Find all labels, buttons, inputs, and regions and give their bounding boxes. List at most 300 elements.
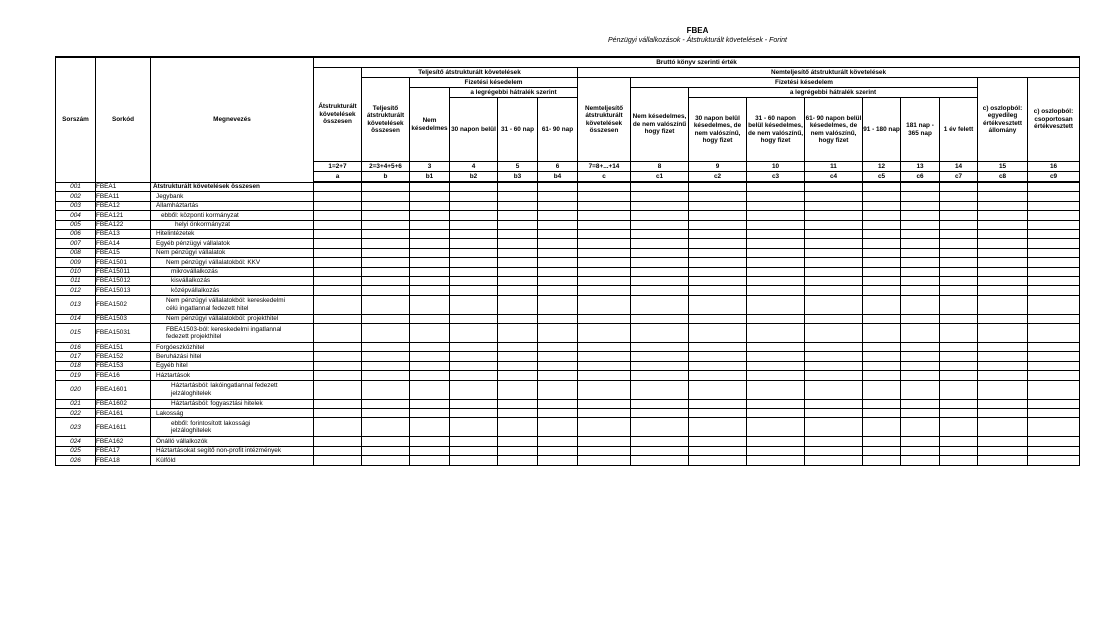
value-cell xyxy=(314,201,362,210)
value-cell xyxy=(978,437,1028,446)
row-name-line: FBEA1503-ból: kereskedelmi ingatlannal xyxy=(166,325,282,333)
row-name xyxy=(151,248,314,257)
row-name xyxy=(151,192,314,201)
value-cell xyxy=(538,258,578,267)
row-name-line: Nem pénzügyi vállalatokból: KKV xyxy=(166,258,261,266)
value-cell xyxy=(863,286,901,295)
value-cell xyxy=(901,418,940,437)
value-cell xyxy=(747,286,805,295)
value-cell xyxy=(901,192,940,201)
value-cell xyxy=(578,371,631,380)
value-cell xyxy=(901,276,940,285)
value-cell xyxy=(538,248,578,257)
restructured-claims-table xyxy=(55,56,1080,466)
value-cell xyxy=(410,201,450,210)
value-cell xyxy=(1028,352,1080,361)
value-cell xyxy=(314,418,362,437)
header-col-5: 31 - 60 nap xyxy=(498,98,538,162)
value-cell xyxy=(1028,380,1080,399)
row-number: 003 xyxy=(56,201,96,210)
column-code: b4 xyxy=(538,172,578,183)
column-formula: 7=8+...+14 xyxy=(578,162,631,172)
row-code: FBEA161 xyxy=(96,409,151,418)
value-cell xyxy=(538,229,578,238)
value-cell xyxy=(498,409,538,418)
value-cell xyxy=(940,409,978,418)
value-cell xyxy=(631,343,689,352)
value-cell xyxy=(978,371,1028,380)
value-cell xyxy=(631,418,689,437)
value-cell xyxy=(1028,220,1080,229)
row-name-line: helyi önkormányzat xyxy=(175,221,231,229)
value-cell xyxy=(901,220,940,229)
value-cell xyxy=(631,220,689,229)
header-col-9: 30 napon belül késedelmes, de nem valószínű, hogy fizet xyxy=(689,98,747,162)
table-row xyxy=(56,286,1080,295)
value-cell xyxy=(940,258,978,267)
value-cell xyxy=(362,286,410,295)
value-cell xyxy=(538,267,578,276)
value-cell xyxy=(631,192,689,201)
value-cell xyxy=(498,248,538,257)
value-cell xyxy=(978,361,1028,370)
value-cell xyxy=(362,314,410,323)
value-cell xyxy=(978,220,1028,229)
value-cell xyxy=(498,267,538,276)
row-number: 014 xyxy=(56,314,96,323)
value-cell xyxy=(631,456,689,465)
row-name xyxy=(151,211,314,220)
row-code: FBEA15012 xyxy=(96,276,151,285)
value-cell xyxy=(805,239,863,248)
table-row xyxy=(56,248,1080,257)
value-cell xyxy=(689,409,747,418)
row-number: 007 xyxy=(56,239,96,248)
value-cell xyxy=(747,201,805,210)
column-code: b3 xyxy=(498,172,538,183)
value-cell xyxy=(410,192,450,201)
row-name-line: jelzáloghitelek xyxy=(171,427,212,435)
value-cell xyxy=(805,324,863,343)
value-cell xyxy=(747,418,805,437)
value-cell xyxy=(538,399,578,408)
table-row xyxy=(56,211,1080,220)
value-cell xyxy=(498,343,538,352)
value-cell xyxy=(863,211,901,220)
row-name-line: Önálló vállalkozók xyxy=(156,437,208,445)
row-number: 008 xyxy=(56,248,96,257)
value-cell xyxy=(498,418,538,437)
value-cell xyxy=(978,418,1028,437)
value-cell xyxy=(578,343,631,352)
value-cell xyxy=(940,295,978,314)
row-number: 021 xyxy=(56,399,96,408)
value-cell xyxy=(747,267,805,276)
header-sorkod: Sorkód xyxy=(96,57,151,182)
value-cell xyxy=(578,324,631,343)
value-cell xyxy=(689,211,747,220)
row-name-line: Egyéb pénzügyi vállalatok xyxy=(156,239,230,247)
value-cell xyxy=(863,409,901,418)
report-title: FBEA xyxy=(686,26,709,35)
row-code: FBEA13 xyxy=(96,229,151,238)
value-cell xyxy=(978,324,1028,343)
value-cell xyxy=(450,343,498,352)
row-name-line: ebből: központi kormányzat xyxy=(161,211,239,219)
value-cell xyxy=(901,239,940,248)
value-cell xyxy=(940,229,978,238)
value-cell xyxy=(978,258,1028,267)
value-cell xyxy=(1028,324,1080,343)
value-cell xyxy=(747,276,805,285)
value-cell xyxy=(901,324,940,343)
header-col-14: 1 év felett xyxy=(940,98,978,162)
header-hatralek-2: a legrégebbi hátralék szerint xyxy=(689,88,978,98)
value-cell xyxy=(362,248,410,257)
header-col-3: Nem késedelmes xyxy=(410,88,450,162)
value-cell xyxy=(863,239,901,248)
value-cell xyxy=(689,239,747,248)
value-cell xyxy=(314,220,362,229)
value-cell xyxy=(1028,182,1080,192)
value-cell xyxy=(940,201,978,210)
header-col-7: Nemteljesítő átstrukturált követelések összesen xyxy=(578,78,631,162)
value-cell xyxy=(498,220,538,229)
value-cell xyxy=(978,352,1028,361)
row-name-line: Átstrukturált követelések összesen xyxy=(153,183,260,191)
value-cell xyxy=(410,343,450,352)
row-name-line: Hitelintézetek xyxy=(156,230,195,238)
value-cell xyxy=(805,248,863,257)
value-cell xyxy=(863,361,901,370)
row-number: 001 xyxy=(56,182,96,192)
value-cell xyxy=(747,446,805,455)
value-cell xyxy=(863,446,901,455)
value-cell xyxy=(498,314,538,323)
value-cell xyxy=(863,276,901,285)
value-cell xyxy=(578,295,631,314)
value-cell xyxy=(689,258,747,267)
value-cell xyxy=(863,324,901,343)
value-cell xyxy=(863,258,901,267)
value-cell xyxy=(978,248,1028,257)
value-cell xyxy=(805,201,863,210)
value-cell xyxy=(747,456,805,465)
header-col-10: 31 - 60 napon belül késedelmes, de nem valószínű, hogy fizet xyxy=(747,98,805,162)
value-cell xyxy=(689,418,747,437)
value-cell xyxy=(978,399,1028,408)
value-cell xyxy=(805,276,863,285)
value-cell xyxy=(901,295,940,314)
table-row xyxy=(56,276,1080,285)
value-cell xyxy=(689,456,747,465)
row-name-line: Egyéb hitel xyxy=(156,362,188,370)
row-name-line: Beruházási hitel xyxy=(156,352,202,360)
value-cell xyxy=(578,380,631,399)
row-number: 018 xyxy=(56,361,96,370)
value-cell xyxy=(805,343,863,352)
value-cell xyxy=(450,371,498,380)
value-cell xyxy=(901,286,940,295)
value-cell xyxy=(1028,437,1080,446)
value-cell xyxy=(978,192,1028,201)
table-row xyxy=(56,446,1080,455)
value-cell xyxy=(410,220,450,229)
value-cell xyxy=(747,352,805,361)
row-name xyxy=(151,286,314,295)
row-number: 006 xyxy=(56,229,96,238)
row-name-line: mikrovállalkozás xyxy=(171,268,218,276)
value-cell xyxy=(498,276,538,285)
row-number: 025 xyxy=(56,446,96,455)
header-teljesito-group: Teljesítő átstrukturált követelések xyxy=(362,68,578,78)
value-cell xyxy=(1028,371,1080,380)
row-name xyxy=(151,456,314,465)
row-name xyxy=(151,182,314,192)
value-cell xyxy=(1028,399,1080,408)
value-cell xyxy=(863,182,901,192)
table-row xyxy=(56,409,1080,418)
value-cell xyxy=(940,286,978,295)
value-cell xyxy=(450,314,498,323)
value-cell xyxy=(940,220,978,229)
row-code: FBEA1501 xyxy=(96,258,151,267)
value-cell xyxy=(805,286,863,295)
value-cell xyxy=(1028,258,1080,267)
value-cell xyxy=(863,352,901,361)
row-code: FBEA1 xyxy=(96,182,151,192)
value-cell xyxy=(410,239,450,248)
value-cell xyxy=(805,371,863,380)
value-cell xyxy=(498,324,538,343)
value-cell xyxy=(805,418,863,437)
value-cell xyxy=(538,276,578,285)
row-number: 026 xyxy=(56,456,96,465)
value-cell xyxy=(450,446,498,455)
value-cell xyxy=(940,399,978,408)
header-col-16: c) oszlopból: csoportosan értékvesztett xyxy=(1028,78,1080,162)
row-number: 005 xyxy=(56,220,96,229)
value-cell xyxy=(901,352,940,361)
column-code: a xyxy=(314,172,362,183)
header-sorszam: Sorszám xyxy=(56,57,96,182)
value-cell xyxy=(450,267,498,276)
value-cell xyxy=(362,380,410,399)
value-cell xyxy=(578,229,631,238)
row-number: 002 xyxy=(56,192,96,201)
value-cell xyxy=(314,446,362,455)
value-cell xyxy=(314,437,362,446)
value-cell xyxy=(538,192,578,201)
row-code: FBEA1602 xyxy=(96,399,151,408)
value-cell xyxy=(450,248,498,257)
value-cell xyxy=(901,229,940,238)
value-cell xyxy=(805,380,863,399)
row-number: 013 xyxy=(56,295,96,314)
value-cell xyxy=(689,371,747,380)
table-row xyxy=(56,229,1080,238)
row-number: 020 xyxy=(56,380,96,399)
value-cell xyxy=(450,182,498,192)
row-number: 009 xyxy=(56,258,96,267)
header-col-8: Nem késedelmes, de nem valószínű hogy fizet xyxy=(631,88,689,162)
value-cell xyxy=(578,314,631,323)
value-cell xyxy=(362,371,410,380)
value-cell xyxy=(631,371,689,380)
row-code: FBEA11 xyxy=(96,192,151,201)
value-cell xyxy=(578,201,631,210)
row-code: FBEA153 xyxy=(96,361,151,370)
value-cell xyxy=(978,239,1028,248)
column-code: c2 xyxy=(689,172,747,183)
value-cell xyxy=(901,446,940,455)
value-cell xyxy=(940,352,978,361)
value-cell xyxy=(362,239,410,248)
value-cell xyxy=(314,352,362,361)
value-cell xyxy=(805,437,863,446)
value-cell xyxy=(805,295,863,314)
value-cell xyxy=(901,182,940,192)
value-cell xyxy=(450,220,498,229)
value-cell xyxy=(314,192,362,201)
value-cell xyxy=(901,456,940,465)
value-cell xyxy=(805,211,863,220)
value-cell xyxy=(498,182,538,192)
row-code: FBEA1502 xyxy=(96,295,151,314)
value-cell xyxy=(314,371,362,380)
value-cell xyxy=(1028,314,1080,323)
value-cell xyxy=(901,380,940,399)
column-formula: 16 xyxy=(1028,162,1080,172)
row-name xyxy=(151,295,314,314)
header-col-11: 61- 90 napon belül késedelmes, de nem valószínű, hogy fizet xyxy=(805,98,863,162)
value-cell xyxy=(578,267,631,276)
value-cell xyxy=(314,361,362,370)
value-cell xyxy=(805,399,863,408)
row-name-line: Jegybank xyxy=(156,192,184,200)
report-subtitle: Pénzügyi vállalkozások - Átstrukturált követelések - Forint xyxy=(608,37,787,44)
value-cell xyxy=(578,418,631,437)
column-code: b xyxy=(362,172,410,183)
value-cell xyxy=(1028,201,1080,210)
value-cell xyxy=(538,211,578,220)
row-code: FBEA15013 xyxy=(96,286,151,295)
value-cell xyxy=(805,192,863,201)
row-name-line: Forgóeszközhitel xyxy=(156,343,205,351)
value-cell xyxy=(450,229,498,238)
value-cell xyxy=(940,380,978,399)
row-name xyxy=(151,371,314,380)
column-code: c8 xyxy=(978,172,1028,183)
value-cell xyxy=(1028,343,1080,352)
value-cell xyxy=(410,418,450,437)
value-cell xyxy=(805,267,863,276)
value-cell xyxy=(498,352,538,361)
column-formula: 1=2+7 xyxy=(314,162,362,172)
table-row xyxy=(56,456,1080,465)
value-cell xyxy=(940,267,978,276)
row-name xyxy=(151,380,314,399)
value-cell xyxy=(747,258,805,267)
value-cell xyxy=(450,192,498,201)
value-cell xyxy=(940,248,978,257)
row-name-line: Háztartásokat segítő non-profit intézmények xyxy=(156,447,282,455)
value-cell xyxy=(689,437,747,446)
value-cell xyxy=(314,456,362,465)
column-formula: 2=3+4+5+6 xyxy=(362,162,410,172)
value-cell xyxy=(689,229,747,238)
row-name xyxy=(151,446,314,455)
value-cell xyxy=(362,343,410,352)
value-cell xyxy=(1028,276,1080,285)
value-cell xyxy=(450,456,498,465)
row-code: FBEA1503 xyxy=(96,314,151,323)
row-code: FBEA1611 xyxy=(96,418,151,437)
value-cell xyxy=(498,437,538,446)
value-cell xyxy=(978,446,1028,455)
column-code: c9 xyxy=(1028,172,1080,183)
value-cell xyxy=(538,371,578,380)
value-cell xyxy=(362,456,410,465)
header-nemteljesito-group: Nemteljesítő átstrukturált követelések xyxy=(578,68,1080,78)
value-cell xyxy=(978,182,1028,192)
row-code: FBEA162 xyxy=(96,437,151,446)
value-cell xyxy=(578,211,631,220)
table-row xyxy=(56,437,1080,446)
row-name-line: Lakosság xyxy=(156,409,184,417)
value-cell xyxy=(450,324,498,343)
row-name xyxy=(151,258,314,267)
value-cell xyxy=(410,276,450,285)
row-number: 015 xyxy=(56,324,96,343)
value-cell xyxy=(863,418,901,437)
value-cell xyxy=(450,295,498,314)
row-name xyxy=(151,399,314,408)
value-cell xyxy=(689,192,747,201)
value-cell xyxy=(362,324,410,343)
value-cell xyxy=(362,211,410,220)
value-cell xyxy=(747,182,805,192)
value-cell xyxy=(901,201,940,210)
table-row xyxy=(56,324,1080,343)
value-cell xyxy=(689,201,747,210)
value-cell xyxy=(498,201,538,210)
row-name xyxy=(151,276,314,285)
header-col-4: 30 napon belül xyxy=(450,98,498,162)
value-cell xyxy=(631,267,689,276)
header-col-1: Átstrukturált követelések összesen xyxy=(314,68,362,162)
row-code: FBEA122 xyxy=(96,220,151,229)
value-cell xyxy=(498,361,538,370)
value-cell xyxy=(805,352,863,361)
value-cell xyxy=(410,267,450,276)
value-cell xyxy=(362,409,410,418)
value-cell xyxy=(863,314,901,323)
row-name xyxy=(151,418,314,437)
value-cell xyxy=(863,248,901,257)
value-cell xyxy=(578,361,631,370)
row-name xyxy=(151,229,314,238)
value-cell xyxy=(538,380,578,399)
value-cell xyxy=(410,248,450,257)
row-name-line: kisvállalkozás xyxy=(171,277,211,285)
value-cell xyxy=(314,409,362,418)
value-cell xyxy=(805,409,863,418)
value-cell xyxy=(747,229,805,238)
value-cell xyxy=(689,267,747,276)
table-row xyxy=(56,371,1080,380)
row-number: 016 xyxy=(56,343,96,352)
